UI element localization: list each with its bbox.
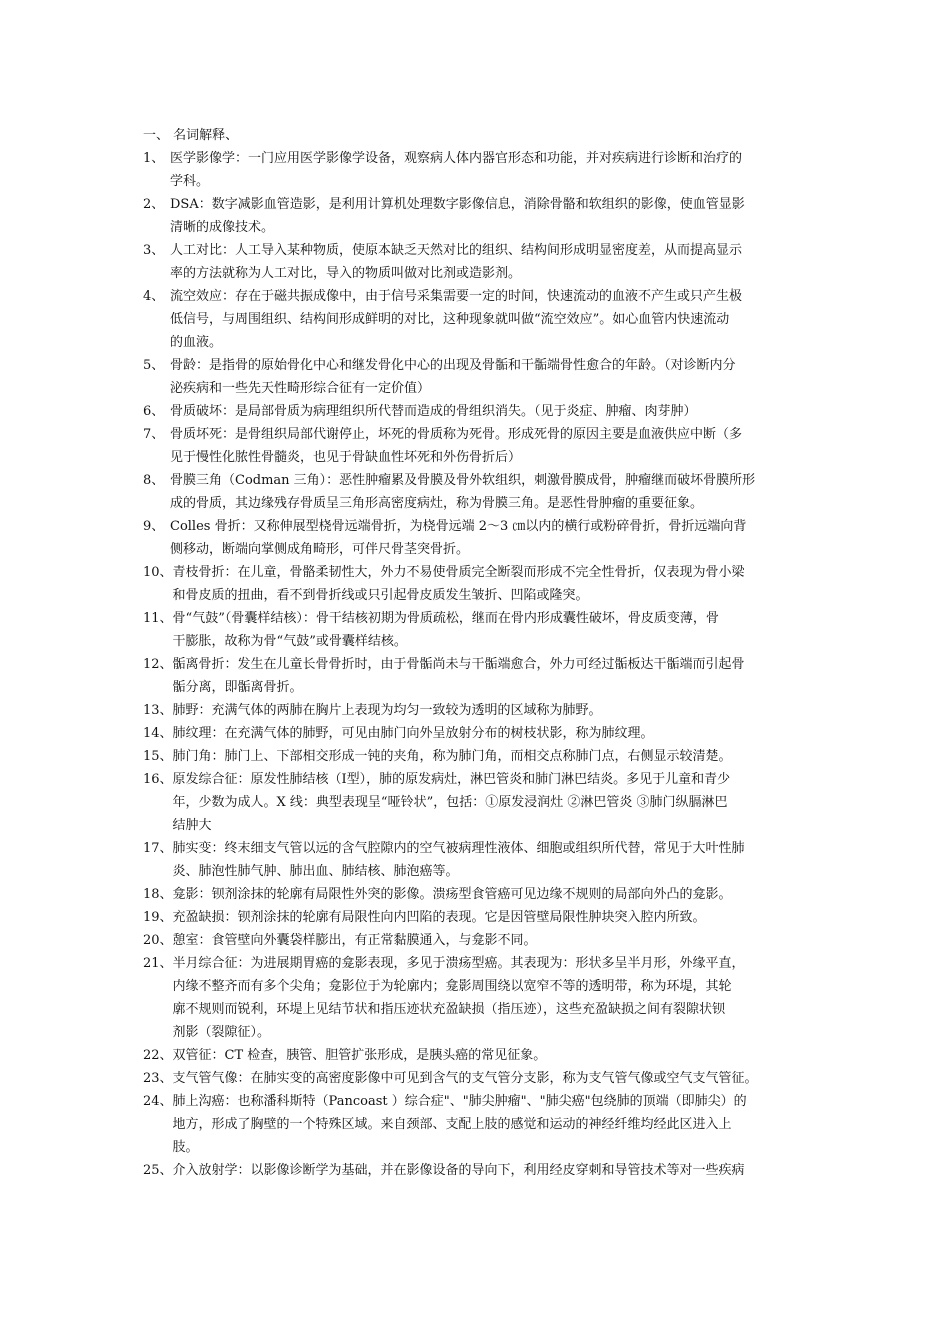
item-text (173, 745, 803, 768)
list-item (143, 906, 803, 929)
text-line: 炎、肺泡性肺气肿、肺出血、肺结核、肺泡癌等。 (172, 864, 459, 879)
item-text (173, 1044, 803, 1067)
text-line: DSA：数字减影血管造影，是利用计算机处理数字影像信息，消除骨骼和软组织的影像，使血管显影 (170, 197, 745, 212)
item-number: 17、 (143, 841, 173, 856)
list-item (143, 1044, 803, 1067)
item-number: 16、 (143, 772, 173, 787)
item-text (173, 607, 803, 653)
item-text (170, 515, 803, 561)
item-text (170, 239, 803, 285)
list-item (143, 1159, 803, 1182)
item-text (173, 883, 803, 906)
text-line: 充盈缺损：钡剂涂抹的轮廓有局限性向内凹陷的表现。它是因管壁局限性肿块突入腔内所致。 (172, 910, 706, 925)
item-text (173, 699, 803, 722)
item-number: 10、 (143, 565, 173, 580)
list-item (143, 561, 803, 607)
text-line: 肺纹理：在充满气体的肺野，可见由肺门向外呈放射分布的树枝状影，称为肺纹理。 (172, 726, 654, 741)
text-line: 廓不规则而锐利，环堤上见结节状和指压迹状充盈缺损（指压迹），这些充盈缺损之间有裂隙状钡 (172, 1002, 726, 1017)
text-line: 肺实变：终末细支气管以远的含气腔隙内的空气被病理性液体、细胞或组织所代替，常见于大叶性肺 (172, 841, 745, 856)
text-line: 清晰的成像技术。 (170, 220, 275, 235)
text-line: 骨质坏死：是骨组织局部代谢停止，坏死的骨质称为死骨。形成死骨的原因主要是血液供应中断（多 (170, 427, 743, 442)
item-number: 24、 (143, 1094, 173, 1109)
item-number: 9、 (143, 519, 165, 534)
text-line: 介入放射学：以影像诊断学为基础，并在影像设备的导向下，利用经皮穿刺和导管技术等对一些疾病 (172, 1163, 745, 1178)
item-text (170, 354, 803, 400)
list-item (143, 607, 803, 653)
item-number: 19、 (143, 910, 173, 925)
item-text (170, 400, 803, 423)
text-line: 率的方法就称为人工对比，导入的物质叫做对比剂或造影剂。 (170, 266, 522, 281)
item-number: 14、 (143, 726, 173, 741)
item-text (170, 423, 803, 469)
item-text (173, 1090, 803, 1159)
text-line: 双管征：CT 检查，胰管、胆管扩张形成，是胰头癌的常见征象。 (172, 1048, 547, 1063)
item-number: 20、 (143, 933, 173, 948)
list-item (143, 929, 803, 952)
item-text (173, 722, 803, 745)
text-line: 流空效应：存在于磁共振成像中，由于信号采集需要一定的时间，快速流动的血液不产生或只产生极 (170, 289, 743, 304)
item-number: 23、 (143, 1071, 173, 1086)
item-number: 4、 (143, 289, 165, 304)
list-item (143, 1090, 803, 1159)
text-line: 剂影（裂隙征）。 (172, 1025, 271, 1040)
list-item (143, 745, 803, 768)
list-item (143, 239, 803, 285)
text-line: 成的骨质，其边缘残存骨质呈三角形高密度病灶，称为骨膜三角。是恶性骨肿瘤的重要征象。 (170, 496, 704, 511)
list-item (143, 469, 803, 515)
text-line: 半月综合征：为进展期胃癌的龛影表现，多见于溃疡型癌。其表现为：形状多呈半月形，外缘平直， (172, 956, 745, 971)
list-item (143, 147, 803, 193)
text-line: 青枝骨折：在儿童，骨骼柔韧性大，外力不易使骨质完全断裂而形成不完全性骨折，仅表现为骨小梁 (172, 565, 745, 580)
item-number: 22、 (143, 1048, 173, 1063)
list-item (143, 653, 803, 699)
text-line: 学科。 (170, 174, 210, 189)
list-item (143, 768, 803, 837)
item-text (170, 469, 803, 515)
item-number: 1、 (143, 151, 165, 166)
text-line: 内缘不整齐而有多个尖角；龛影位于为轮廓内；龛影周围绕以宽窄不等的透明带，称为环堤，其轮 (172, 979, 732, 994)
text-line: 侧移动，断端向掌侧成角畸形，可伴尺骨茎突骨折。 (170, 542, 470, 557)
item-text (173, 929, 803, 952)
list-item (143, 193, 803, 239)
item-text (173, 837, 803, 883)
text-line: 骺离骨折：发生在儿童长骨骨折时，由于骨骺尚未与干骺端愈合，外力可经过骺板达干骺端而引起骨 (172, 657, 745, 672)
list-item (143, 952, 803, 1044)
item-number: 8、 (143, 473, 165, 488)
text-line: 骺分离，即骺离骨折。 (172, 680, 303, 695)
item-number: 12、 (143, 657, 173, 672)
text-line: 骨质破坏：是局部骨质为病理组织所代替而造成的骨组织消失。（见于炎症、肿瘤、肉芽肿） (170, 404, 697, 419)
list-item (143, 722, 803, 745)
text-line: 肢。 (172, 1140, 199, 1155)
text-line: 年，少数为成人。X 线：典型表现呈“哑铃状”，包括：①原发浸润灶 ②淋巴管炎 ③肺门纵膈淋巴 (172, 795, 728, 810)
list-item (143, 699, 803, 722)
text-line: 骨膜三角（Codman 三角）：恶性肿瘤累及骨膜及骨外软组织，刺激骨膜成骨，肿瘤继而破坏骨膜所形 (170, 473, 756, 488)
item-number: 21、 (143, 956, 173, 971)
text-line: 肺野：充满气体的两肺在胸片上表现为均匀一致较为透明的区域称为肺野。 (172, 703, 602, 718)
list-item (143, 515, 803, 561)
text-line: 骨龄：是指骨的原始骨化中心和继发骨化中心的出现及骨骺和干骺端骨性愈合的年龄。（对诊断内分 (170, 358, 736, 373)
list-item (143, 400, 803, 423)
text-line: 骨“气鼓”（骨囊样结核）：骨干结核初期为骨质疏松，继而在骨内形成囊性破坏，骨皮质变薄，骨 (172, 611, 719, 626)
text-line: 结肿大 (172, 818, 212, 833)
list-item (143, 1067, 803, 1090)
text-line: 肺上沟癌：也称潘科斯特（Pancoast ）综合症"、"肺尖肿瘤"、"肺尖癌"包绕肺的顶端（即肺尖）的 (172, 1094, 747, 1109)
item-number: 15、 (143, 749, 173, 764)
text-line: 泌疾病和一些先天性畸形综合征有一定价值） (170, 381, 431, 396)
item-number: 7、 (143, 427, 165, 442)
item-text (170, 285, 803, 354)
text-line: 憩室：食管壁向外囊袋样膨出，有正常黏膜通入，与龛影不同。 (172, 933, 537, 948)
text-line: 支气管气像：在肺实变的高密度影像中可见到含气的支气管分支影，称为支气管气像或空气支气管征。 (172, 1071, 758, 1086)
list-item (143, 354, 803, 400)
text-line: 干膨胀，故称为骨“气鼓”或骨囊样结核。 (172, 634, 407, 649)
item-text (173, 653, 803, 699)
item-number: 25、 (143, 1163, 173, 1178)
list-item (143, 883, 803, 906)
text-line: 地方，形成了胸壁的一个特殊区域。来自颈部、支配上肢的感觉和运动的神经纤维均经此区进入上 (172, 1117, 732, 1132)
item-number: 18、 (143, 887, 173, 902)
text-line: 人工对比：人工导入某种物质，使原本缺乏天然对比的组织、结构间形成明显密度差，从而提高显示 (170, 243, 743, 258)
section-heading: 一、 名词解释、 (143, 128, 239, 143)
item-number: 13、 (143, 703, 173, 718)
text-line: 龛影：钡剂涂抹的轮廓有局限性外突的影像。溃疡型食管癌可见边缘不规则的局部向外凸的龛影。 (172, 887, 732, 902)
item-text (173, 952, 803, 1044)
item-text (173, 1159, 803, 1182)
list-item (143, 837, 803, 883)
text-line: 医学影像学：一门应用医学影像学设备，观察病人体内器官形态和功能，并对疾病进行诊断和治疗的 (170, 151, 743, 166)
text-line: 肺门角：肺门上、下部相交形成一钝的夹角，称为肺门角，而相交点称肺门点，右侧显示较清楚。 (172, 749, 732, 764)
list-item (143, 423, 803, 469)
text-line: 和骨皮质的扭曲，看不到骨折线或只引起骨皮质发生皱折、凹陷或隆突。 (172, 588, 589, 603)
item-number: 2、 (143, 197, 165, 212)
item-number: 11、 (143, 611, 173, 626)
item-number: 5、 (143, 358, 165, 373)
item-text (170, 147, 803, 193)
text-line: 的血液。 (170, 335, 223, 350)
item-text (173, 561, 803, 607)
item-text (170, 193, 803, 239)
item-number: 6、 (143, 404, 165, 419)
item-text (173, 1067, 803, 1090)
text-line: 见于慢性化脓性骨髓炎，也见于骨缺血性坏死和外伤骨折后） (170, 450, 522, 465)
term-definition-list (143, 147, 803, 1182)
text-line: 低信号，与周围组织、结构间形成鲜明的对比，这种现象就叫做“流空效应”。如心血管内快速流动 (170, 312, 730, 327)
item-text (173, 768, 803, 837)
list-item (143, 285, 803, 354)
text-line: Colles 骨折：又称伸展型桡骨远端骨折，为桡骨远端 2～3 ㎝以内的横行或粉碎骨折，骨折远端向背 (170, 519, 747, 534)
item-text (173, 906, 803, 929)
text-line: 原发综合征：原发性肺结核（Ⅰ型），肺的原发病灶，淋巴管炎和肺门淋巴结炎。多见于儿童和青少 (172, 772, 731, 787)
item-number: 3、 (143, 243, 165, 258)
